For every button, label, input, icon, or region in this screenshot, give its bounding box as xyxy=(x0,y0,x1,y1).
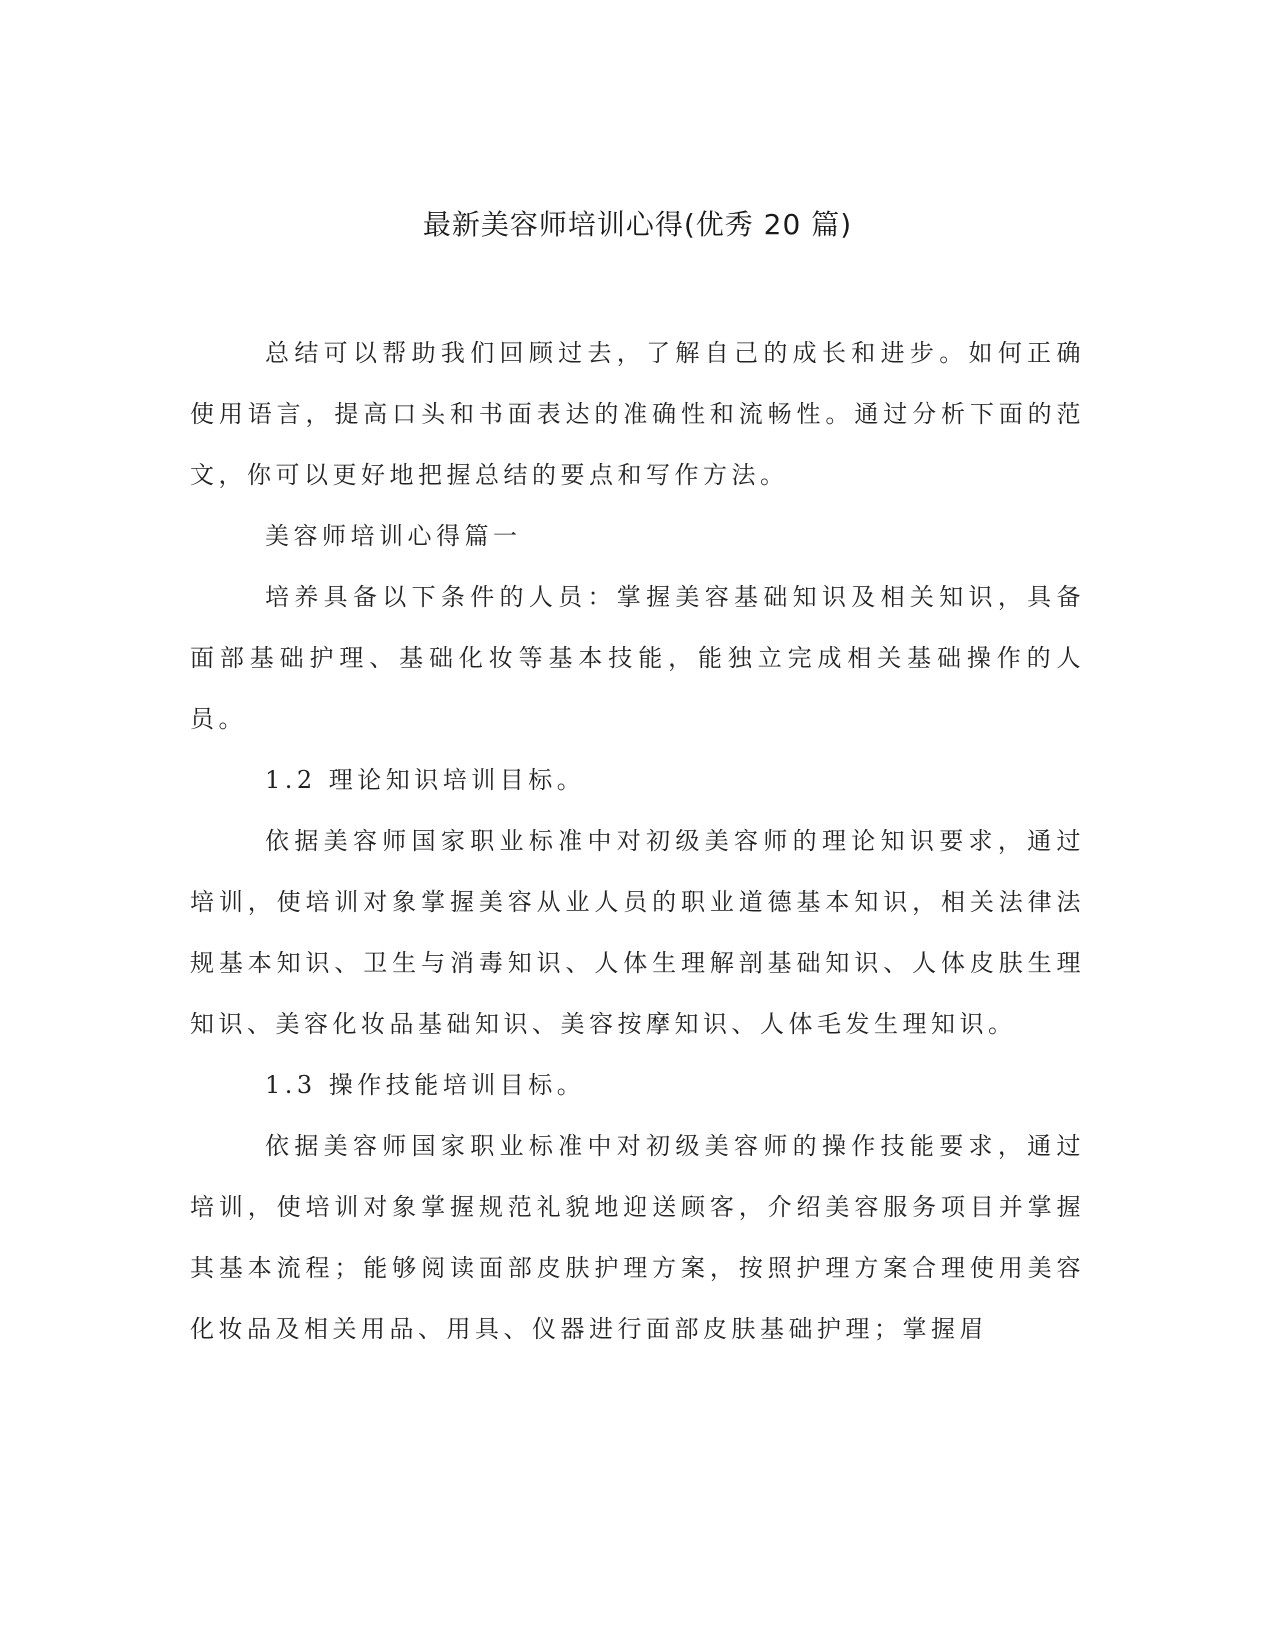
document-body xyxy=(190,323,1085,1360)
section-heading-part-one: 美容师培训心得篇一 xyxy=(265,522,522,550)
paragraph-theory-knowledge: 依据美容师国家职业标准中对初级美容师的理论知识要求，通过培训，使培训对象掌握美容从业人员的职业道德基本知识，相关法律法规基本知识、卫生与消毒知识、人体生理解剖基础知识、人体皮肤生理知识、美容化妆品基础知识、美容按摩知识、人体毛发生理知识。 xyxy=(190,827,1085,1038)
paragraph-training-target: 培养具备以下条件的人员：掌握美容基础知识及相关知识，具备面部基础护理、基础化妆等基本技能，能独立完成相关基础操作的人员。 xyxy=(190,583,1085,733)
section-heading-1-2: 1.2 理论知识培训目标。 xyxy=(265,766,586,794)
paragraph-operation-skills: 依据美容师国家职业标准中对初级美容师的操作技能要求，通过培训，使培训对象掌握规范礼貌地迎送顾客，介绍美容服务项目并掌握其基本流程；能够阅读面部皮肤护理方案，按照护理方案合理使用美容化妆品及相关用品、用具、仪器进行面部皮肤基础护理；掌握眉 xyxy=(190,1132,1085,1343)
document-title: 最新美容师培训心得(优秀 20 篇) xyxy=(422,208,853,241)
section-heading-1-3: 1.3 操作技能培训目标。 xyxy=(265,1071,586,1099)
paragraph-intro: 总结可以帮助我们回顾过去，了解自己的成长和进步。如何正确使用语言，提高口头和书面表达的准确性和流畅性。通过分析下面的范文，你可以更好地把握总结的要点和写作方法。 xyxy=(190,339,1085,489)
